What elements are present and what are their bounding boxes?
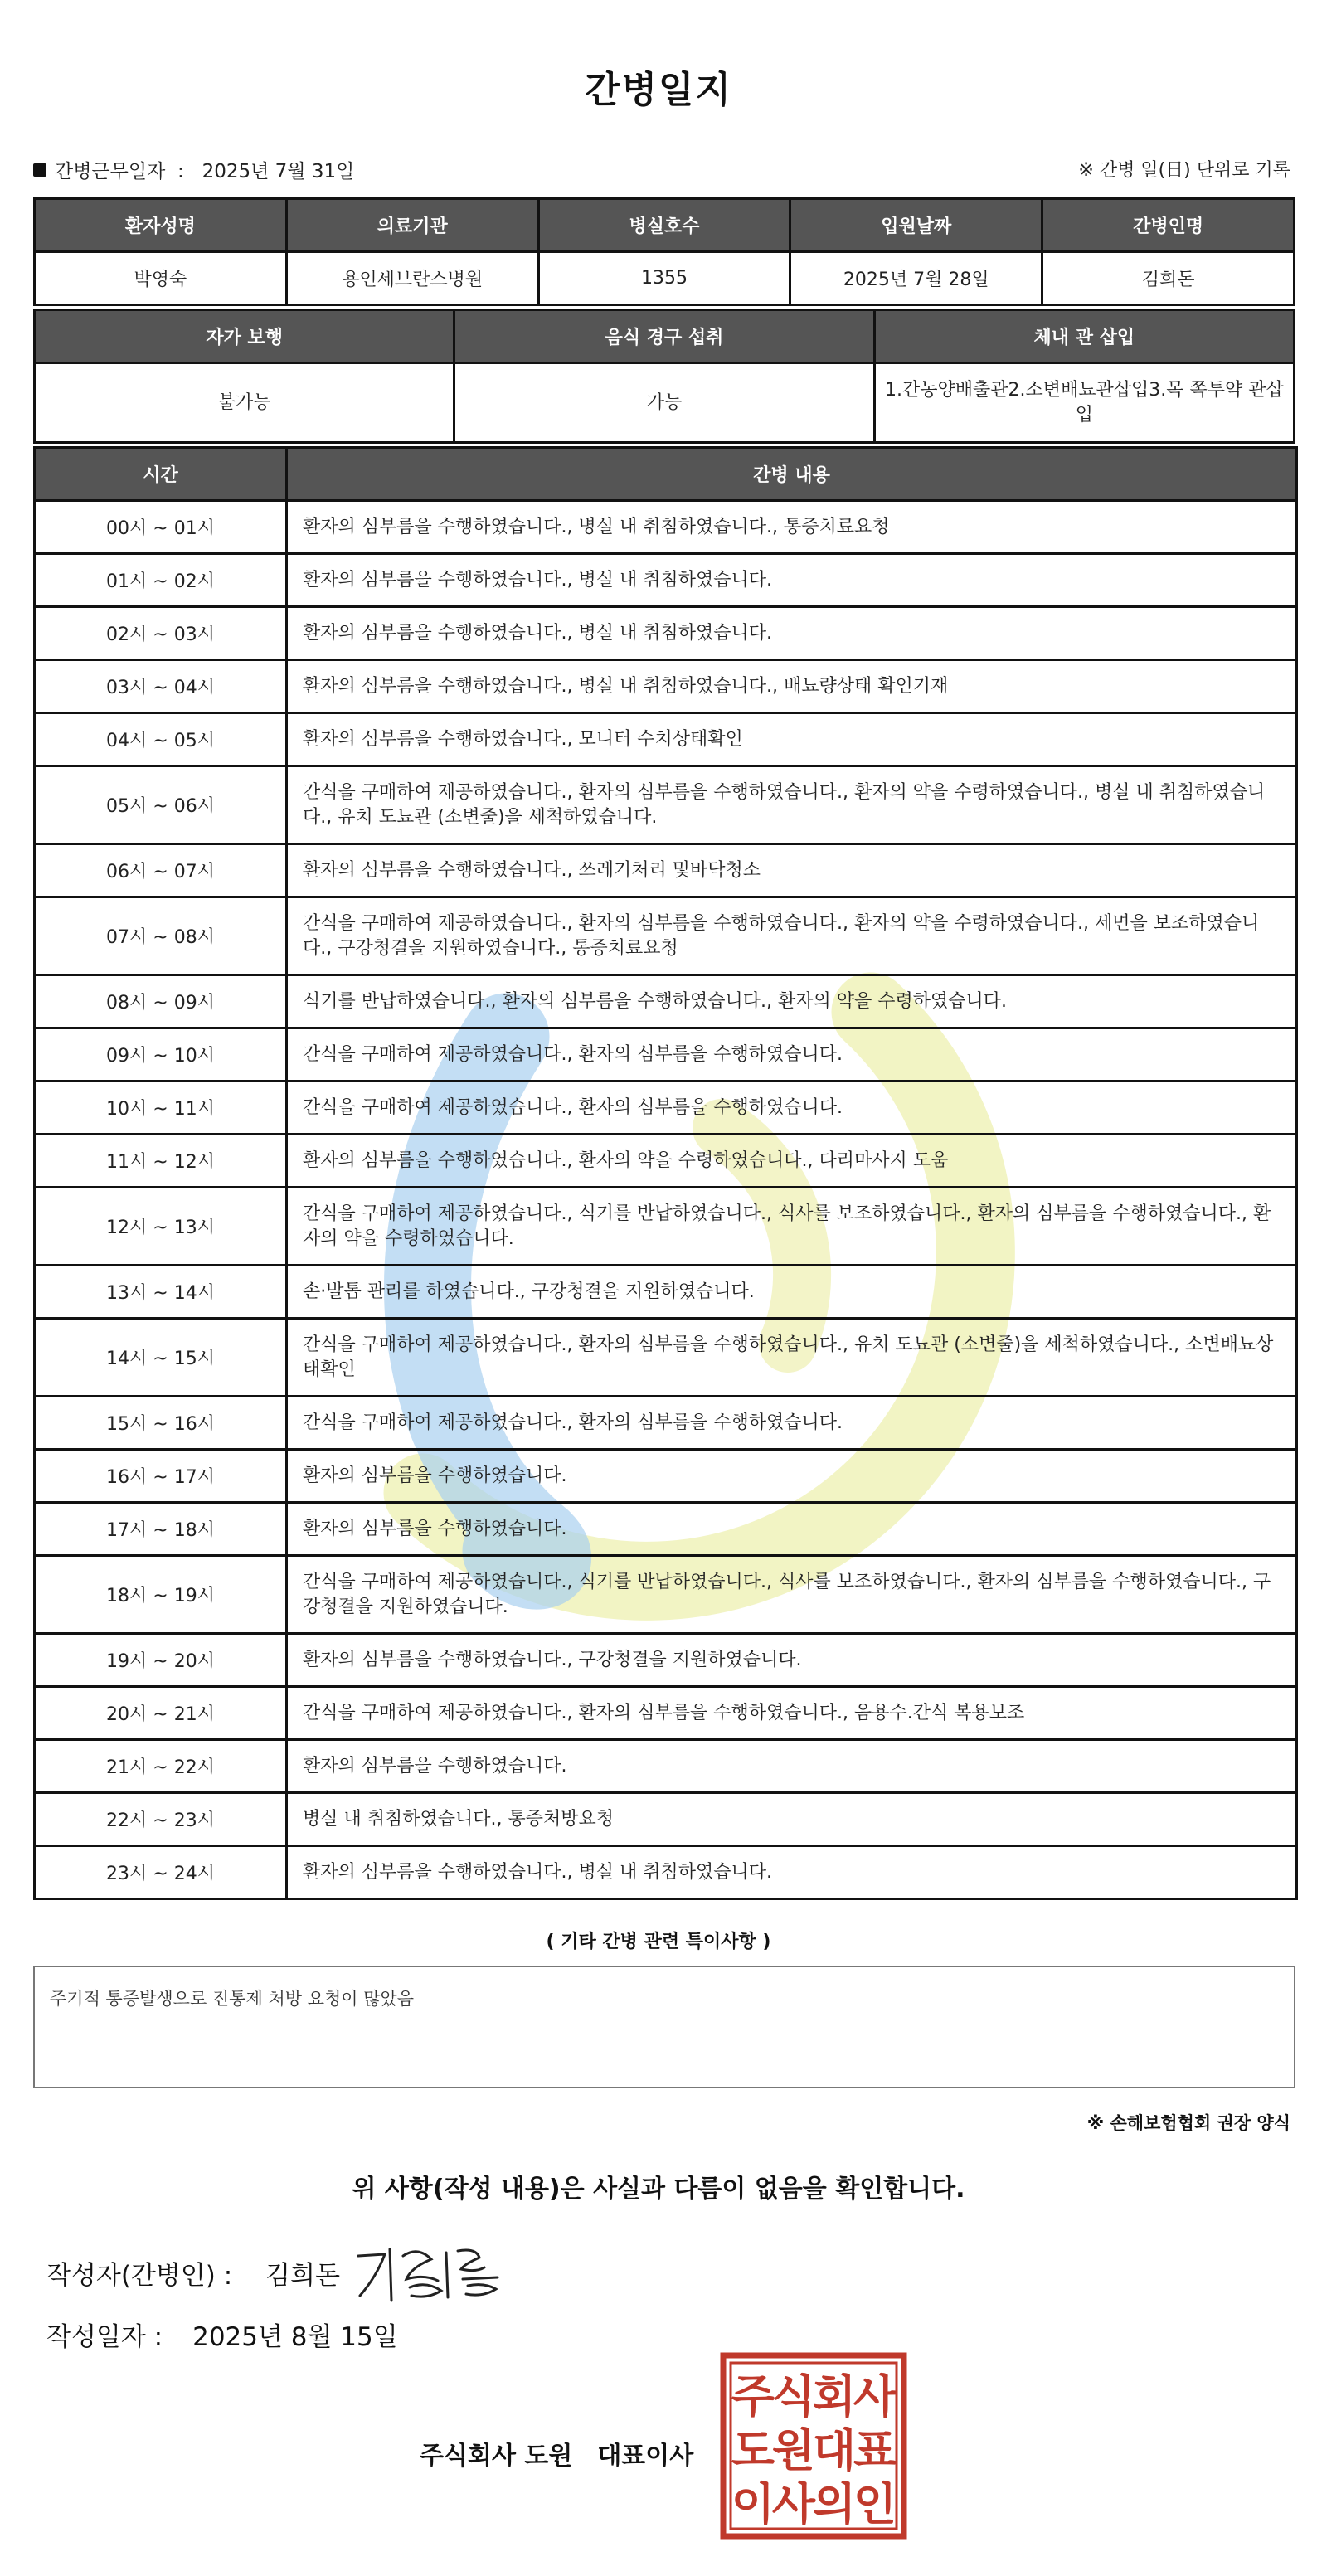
- log-content: 환자의 심부름을 수행하였습니다., 병실 내 취침하였습니다.: [287, 1846, 1297, 1899]
- log-content: 간식을 구매하여 제공하였습니다., 환자의 심부름을 수행하였습니다., 환자의 약을 수령하였습니다., 병실 내 취침하였습니다., 유치 도뇨관 (소변줄)을 세척하였습니다.: [287, 766, 1297, 844]
- table-row: [35, 897, 1297, 975]
- table-row: [35, 554, 1297, 607]
- company-name: 주식회사 도원: [420, 2442, 573, 2471]
- log-time: 19시 ~ 20시: [35, 1634, 287, 1687]
- writer-label: 작성자(간병인) :: [46, 2261, 233, 2291]
- self-walking-value: 불가능: [35, 363, 454, 443]
- table-row: [35, 1081, 1297, 1135]
- log-time: 17시 ~ 18시: [35, 1503, 287, 1556]
- tube-insertion-value: 1.간농양배출관2.소변배뇨관삽입3.목 쪽투약 관삽입: [874, 363, 1294, 443]
- log-content: 간식을 구매하여 제공하였습니다., 식기를 반납하였습니다., 식사를 보조하였습니다., 환자의 심부름을 수행하였습니다., 환자의 약을 수령하였습니다.: [287, 1188, 1297, 1266]
- caregiver-name: 김희돈: [1042, 252, 1295, 305]
- table-row: [35, 1188, 1297, 1266]
- table-row: [35, 1319, 1297, 1397]
- log-content: 간식을 구매하여 제공하였습니다., 환자의 심부름을 수행하였습니다.: [287, 1081, 1297, 1135]
- svg-text:사: 사: [771, 2478, 816, 2530]
- svg-text:이: 이: [731, 2478, 775, 2530]
- log-content: 간식을 구매하여 제공하였습니다., 환자의 심부름을 수행하였습니다., 유치 도뇨관 (소변줄)을 세척하였습니다., 소변배뇨상태확인: [287, 1319, 1297, 1397]
- svg-text:사: 사: [853, 2370, 897, 2423]
- hospital-name: 용인세브란스병원: [286, 252, 538, 305]
- log-time: 10시 ~ 11시: [35, 1081, 287, 1135]
- header-patient-name: 환자성명: [35, 199, 287, 252]
- log-content: 환자의 심부름을 수행하였습니다.: [287, 1740, 1297, 1793]
- log-content: 환자의 심부름을 수행하였습니다., 병실 내 취침하였습니다.: [287, 607, 1297, 660]
- notes-heading: ( 기타 간병 관련 특이사항 ): [546, 1932, 771, 1952]
- table-row: [35, 1135, 1297, 1188]
- oral-intake-value: 가능: [454, 363, 874, 443]
- unit-note: ※ 간병 일(日) 단위로 기록: [1078, 160, 1290, 181]
- patient-value-row: [35, 252, 1295, 305]
- square-bullet-icon: [33, 163, 46, 177]
- patient-header-row: [35, 199, 1295, 252]
- svg-text:대: 대: [812, 2424, 857, 2476]
- patient-name: 박영숙: [35, 252, 287, 305]
- svg-text:도: 도: [731, 2424, 775, 2476]
- notes-box: [33, 1966, 1295, 2088]
- company-title: 대표이사: [597, 2442, 694, 2471]
- table-row: [35, 1266, 1297, 1319]
- header-oral-intake: 음식 경구 섭취: [454, 310, 874, 363]
- log-time: 11시 ~ 12시: [35, 1135, 287, 1188]
- table-row: [35, 1634, 1297, 1687]
- svg-text:회: 회: [812, 2370, 857, 2423]
- table-row: [35, 1028, 1297, 1081]
- log-content: 간식을 구매하여 제공하였습니다., 식기를 반납하였습니다., 식사를 보조하였습니다., 환자의 심부름을 수행하였습니다., 구강청결을 지원하였습니다.: [287, 1556, 1297, 1634]
- log-content: 환자의 심부름을 수행하였습니다.: [287, 1450, 1297, 1503]
- log-content: 환자의 심부름을 수행하였습니다., 모니터 수치상태확인: [287, 713, 1297, 766]
- table-row: [35, 1397, 1297, 1450]
- header-self-walking: 자가 보행: [35, 310, 454, 363]
- log-time: 23시 ~ 24시: [35, 1846, 287, 1899]
- room-number: 1355: [538, 252, 790, 305]
- log-time: 02시 ~ 03시: [35, 607, 287, 660]
- admission-date: 2025년 7월 28일: [790, 252, 1042, 305]
- log-time: 20시 ~ 21시: [35, 1687, 287, 1740]
- log-time: 13시 ~ 14시: [35, 1266, 287, 1319]
- page-title: 간병일지: [584, 69, 732, 111]
- log-time: 06시 ~ 07시: [35, 844, 287, 897]
- log-content: 환자의 심부름을 수행하였습니다., 병실 내 취침하였습니다., 통증치료요청: [287, 501, 1297, 554]
- log-time: 12시 ~ 13시: [35, 1188, 287, 1266]
- table-row: [35, 1740, 1297, 1793]
- work-date-label: 간병근무일자: [55, 161, 166, 182]
- log-time: 05시 ~ 06시: [35, 766, 287, 844]
- work-date: [33, 156, 354, 183]
- log-content: 간식을 구매하여 제공하였습니다., 환자의 심부름을 수행하였습니다., 음용수.간식 복용보조: [287, 1687, 1297, 1740]
- log-content: 환자의 심부름을 수행하였습니다., 쓰레기처리 및바닥청소: [287, 844, 1297, 897]
- company-line: [420, 2435, 693, 2472]
- log-time: 08시 ~ 09시: [35, 975, 287, 1028]
- log-time: 07시 ~ 08시: [35, 897, 287, 975]
- log-time: 21시 ~ 22시: [35, 1740, 287, 1793]
- table-row: [35, 1503, 1297, 1556]
- header-room-number: 병실호수: [538, 199, 790, 252]
- recommend-note: ※ 손해보험협회 권장 양식: [1086, 2113, 1290, 2133]
- svg-text:주: 주: [731, 2370, 775, 2423]
- log-content: 손·발톱 관리를 하였습니다., 구강청결을 지원하였습니다.: [287, 1266, 1297, 1319]
- log-content: 식기를 반납하였습니다., 환자의 심부름을 수행하였습니다., 환자의 약을 수령하였습니다.: [287, 975, 1297, 1028]
- log-time: 16시 ~ 17시: [35, 1450, 287, 1503]
- log-time: 00시 ~ 01시: [35, 501, 287, 554]
- log-time: 03시 ~ 04시: [35, 660, 287, 713]
- svg-text:원: 원: [771, 2424, 816, 2476]
- log-time: 04시 ~ 05시: [35, 713, 287, 766]
- log-content: 환자의 심부름을 수행하였습니다., 병실 내 취침하였습니다., 배뇨량상태 확인기재: [287, 660, 1297, 713]
- writer-name: 김희돈: [265, 2261, 341, 2291]
- svg-text:식: 식: [771, 2370, 816, 2423]
- table-row: [35, 1450, 1297, 1503]
- table-row: [35, 1793, 1297, 1846]
- header-hospital: 의료기관: [286, 199, 538, 252]
- log-time: 18시 ~ 19시: [35, 1556, 287, 1634]
- svg-text:의: 의: [812, 2478, 857, 2530]
- svg-text:표: 표: [853, 2424, 897, 2476]
- log-content: 병실 내 취침하였습니다., 통증처방요청: [287, 1793, 1297, 1846]
- table-row: [35, 1846, 1297, 1899]
- table-row: [35, 660, 1297, 713]
- written-date-label: 작성일자 :: [46, 2322, 163, 2352]
- log-content: 환자의 심부름을 수행하였습니다., 구강청결을 지원하였습니다.: [287, 1634, 1297, 1687]
- company-seal-stamp: [720, 2352, 907, 2540]
- table-row: [35, 607, 1297, 660]
- table-row: [35, 975, 1297, 1028]
- header-tube-insertion: 체내 관 삽입: [874, 310, 1294, 363]
- written-date-value: 2025년 8월 15일: [192, 2322, 398, 2352]
- care-log-table: [33, 446, 1298, 1900]
- status-value-row: [35, 363, 1295, 443]
- table-row: [35, 844, 1297, 897]
- log-content: 간식을 구매하여 제공하였습니다., 환자의 심부름을 수행하였습니다.: [287, 1397, 1297, 1450]
- writer-line: [46, 2254, 340, 2292]
- header-care-content: 간병 내용: [287, 448, 1297, 501]
- log-time: 15시 ~ 16시: [35, 1397, 287, 1450]
- header-caregiver-name: 간병인명: [1042, 199, 1295, 252]
- status-header-row: [35, 310, 1295, 363]
- signature-image: [352, 2231, 509, 2306]
- log-content: 간식을 구매하여 제공하였습니다., 환자의 심부름을 수행하였습니다.: [287, 1028, 1297, 1081]
- work-date-value: 2025년 7월 31일: [202, 161, 355, 182]
- header-time: 시간: [35, 448, 287, 501]
- log-header-row: [35, 448, 1297, 501]
- table-row: [35, 501, 1297, 554]
- log-content: 환자의 심부름을 수행하였습니다.: [287, 1503, 1297, 1556]
- notes-text: 주기적 통증발생으로 진통제 처방 요청이 많았음: [50, 1989, 415, 2009]
- log-content: 환자의 심부름을 수행하였습니다., 환자의 약을 수령하였습니다., 다리마사지 도움: [287, 1135, 1297, 1188]
- log-content: 간식을 구매하여 제공하였습니다., 환자의 심부름을 수행하였습니다., 환자의 약을 수령하였습니다., 세면을 보조하였습니다., 구강청결을 지원하였습니다., 통증치료요청: [287, 897, 1297, 975]
- table-row: [35, 713, 1297, 766]
- confirmation-statement: 위 사항(작성 내용)은 사실과 다름이 없음을 확인합니다.: [352, 2175, 965, 2204]
- header-admission-date: 입원날짜: [790, 199, 1042, 252]
- log-time: 22시 ~ 23시: [35, 1793, 287, 1846]
- svg-text:인: 인: [853, 2478, 897, 2530]
- log-time: 01시 ~ 02시: [35, 554, 287, 607]
- table-row: [35, 1687, 1297, 1740]
- table-row: [35, 766, 1297, 844]
- log-time: 14시 ~ 15시: [35, 1319, 287, 1397]
- work-date-separator: :: [177, 161, 184, 182]
- log-content: 환자의 심부름을 수행하였습니다., 병실 내 취침하였습니다.: [287, 554, 1297, 607]
- written-date-line: [46, 2316, 398, 2353]
- log-time: 09시 ~ 10시: [35, 1028, 287, 1081]
- patient-info-table: [33, 197, 1295, 306]
- patient-status-table: [33, 309, 1295, 444]
- table-row: [35, 1556, 1297, 1634]
